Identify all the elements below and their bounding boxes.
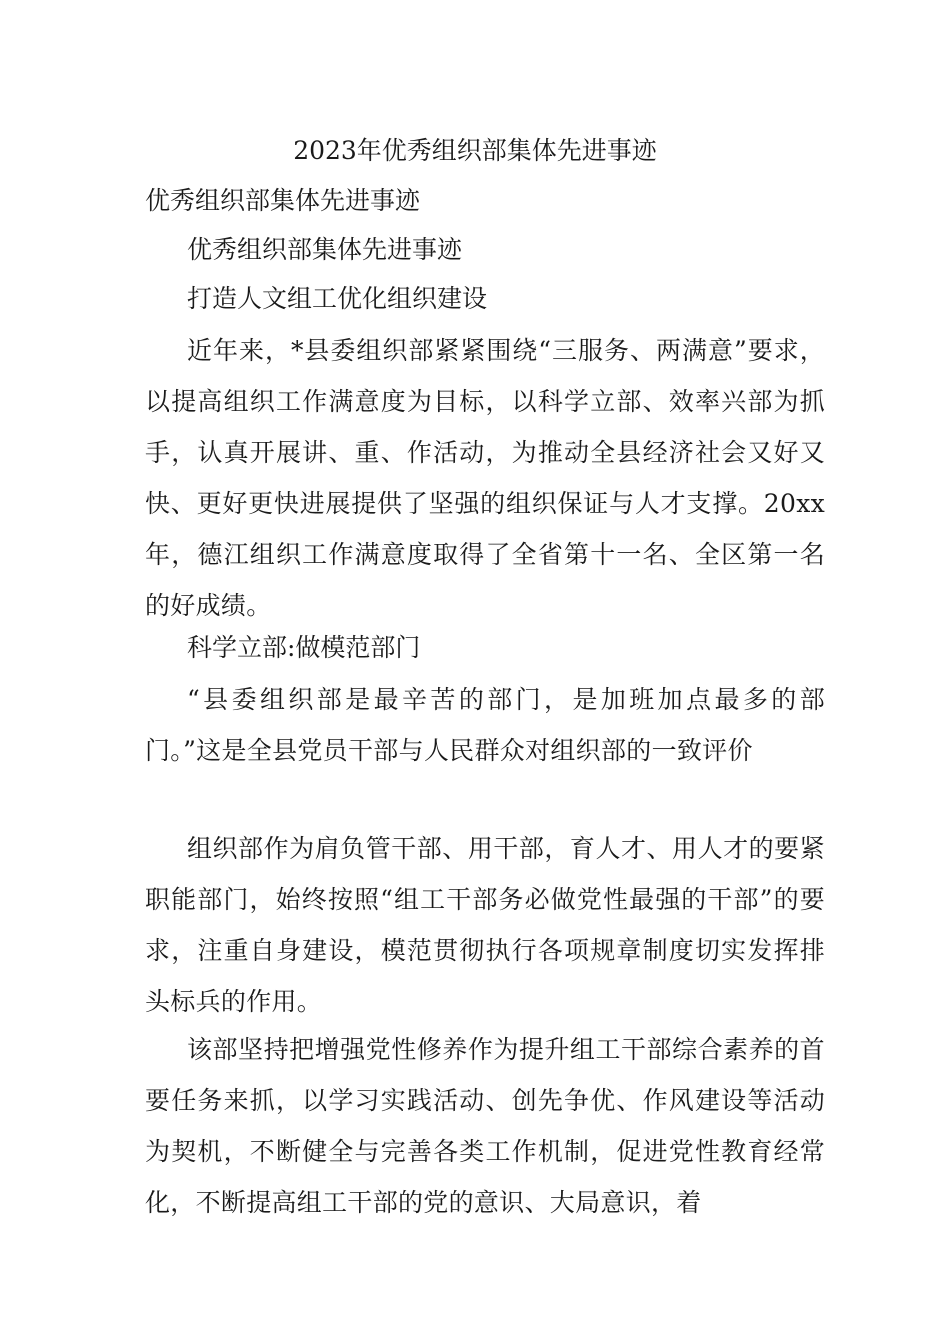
body-paragraph: 组织部作为肩负管干部、用干部，育人才、用人才的要紧职能部门，始终按照“组工干部务必做党性最强的干部”的要求，注重自身建设，模范贯彻执行各项规章制度切实发挥排头标兵的作用。 [145, 834, 825, 1016]
section-heading: 科学立部:做模范部门 [187, 633, 421, 662]
body-paragraph: 该部坚持把增强党性修养作为提升组工干部综合素养的首要任务来抓，以学习实践活动、创先争优、作风建设等活动为契机，不断健全与完善各类工作机制，促进党性教育经常化，不断提高组工干部的党的意识、大局意识，着 [145, 1035, 825, 1217]
document-subtitle: 优秀组织部集体先进事迹 [145, 186, 421, 215]
heading-repeat: 优秀组织部集体先进事迹 [187, 235, 463, 264]
document-title: 2023年优秀组织部集体先进事迹 [293, 136, 657, 165]
quote-paragraph: “县委组织部是最辛苦的部门，是加班加点最多的部门。”这是全县党员干部与人民群众对组织部的一致评价 [145, 685, 825, 765]
body-block-1 [145, 823, 825, 1027]
body-block-2 [145, 1024, 825, 1228]
theme-heading: 打造人文组工优化组织建设 [187, 284, 488, 313]
quote-block [145, 674, 825, 776]
intro-block [145, 325, 825, 631]
intro-paragraph: 近年来，*县委组织部紧紧围绕“三服务、两满意”要求，以提高组织工作满意度为目标，以科学立部、效率兴部为抓手，认真开展讲、重、作活动，为推动全县经济社会又好又快、更好更快进展提供了坚强的组织保证与人才支撑。20xx年，德江组织工作满意度取得了全省第十一名、全区第一名的好成绩。 [145, 336, 825, 620]
